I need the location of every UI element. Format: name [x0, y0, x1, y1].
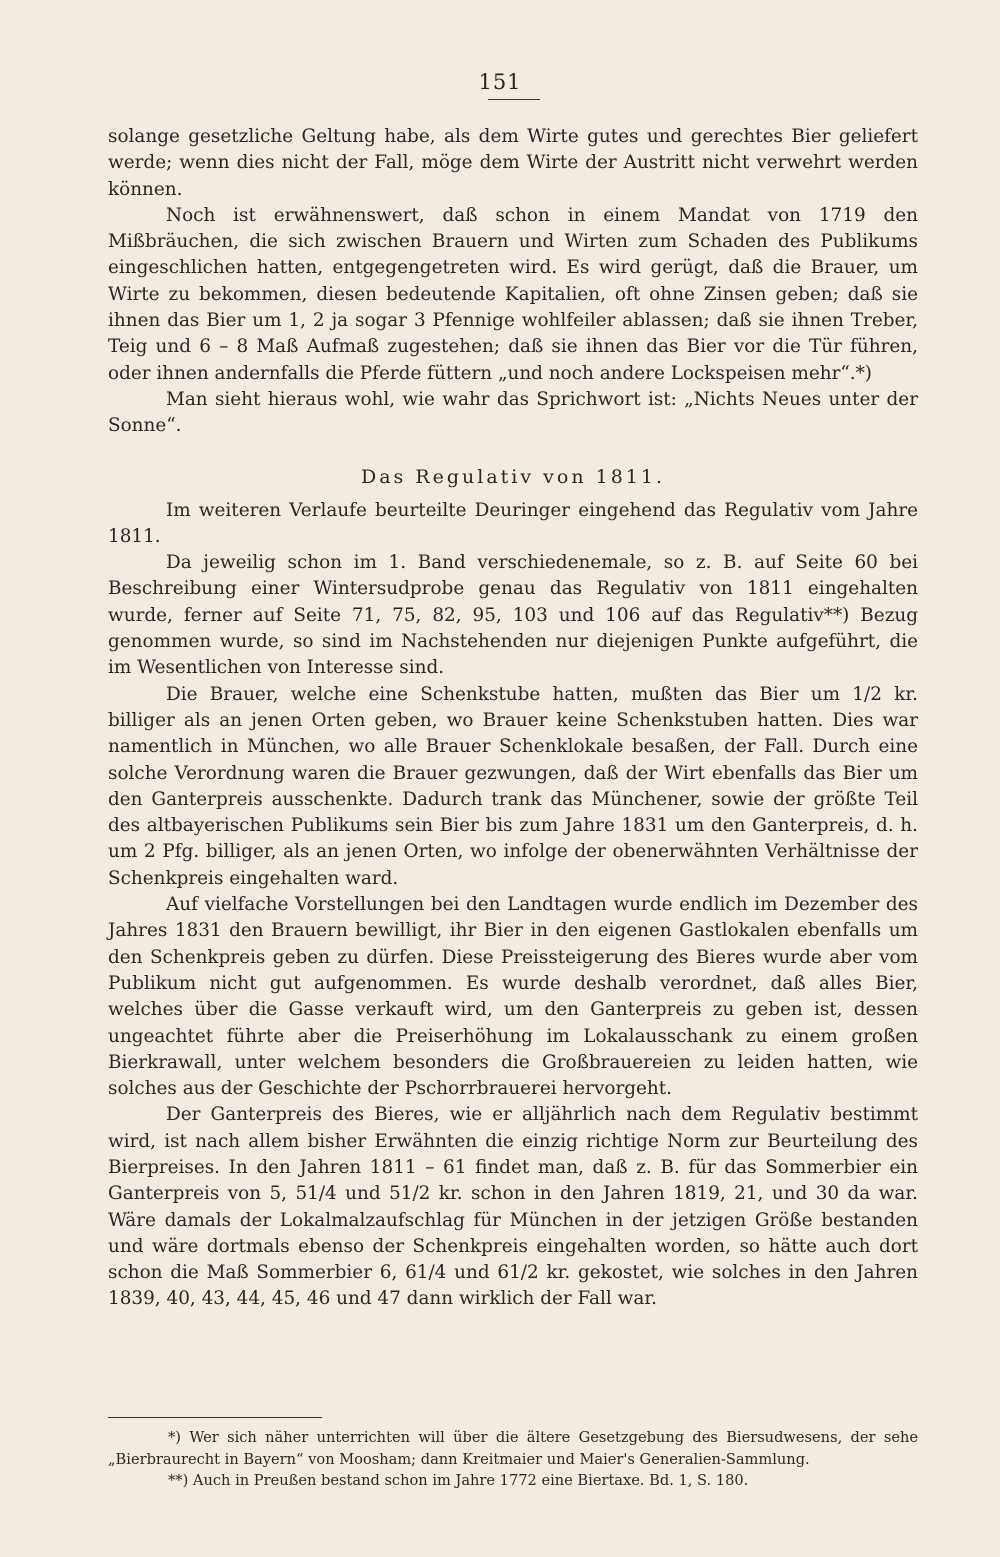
fraction-half: 1/2 [852, 683, 882, 705]
page-number-rule [488, 99, 540, 100]
fraction-quarter-1: 1/4 [307, 1183, 337, 1205]
footnote-rule [108, 1417, 322, 1418]
fraction-quarter-2: 1/4 [416, 1262, 447, 1284]
paragraph-8-text-a: Der Ganterpreis des Bieres, wie er alljährlich nach dem Regulativ bestimmt wird, ist nach allem bisher Erwähnten die einzig richtige Norm zur Beurteilung des Bierpreises. In den Jahren 1811 – 61 findet man, daß z. B. für das Sommerbier ein Ganterpreis von 5, 5 [108, 1104, 918, 1205]
paragraph-6-text-a: Die Brauer, welche eine Schenkstube hatten, mußten das Bier um [166, 683, 853, 705]
paragraph-6-text-b: kr. billiger als an jenen Orten geben, wo Brauer keine Schenkstuben hatten. Dies war namentlich in München, wo alle Brauer Schenklokale besaßen, der Fall. Durch eine solche Verordnung waren die Brauer gezwungen, daß der Wirt ebenfalls das Bier um den Ganterpreis ausschenkte. Dadurch trank das Münchener, sowie der größte Teil des altbayerischen Publikums sein Bier bis zum Jahre 1831 um den Ganterpreis, d. h. um 2 Pfg. billiger, als an jenen Orten, wo infolge der obenerwähnten Verhältnisse der Schenkpreis eingehalten ward. [108, 683, 918, 889]
paragraph-8-text-d: und 6 [446, 1262, 510, 1284]
paragraph-5: Da jeweilig schon im 1. Band verschiedenemale, so z. B. auf Seite 60 bei Beschreibung einer Wintersudprobe genau das Regulativ von 1811 eingehalten wurde, ferner auf Seite 71, 75, 82, 95, 103 und 106 auf das Regulativ**) Bezug genommen wurde, so sind im Nachstehenden nur diejenigen Punkte aufgeführt, die im Wesentlichen von Interesse sind. [108, 552, 918, 679]
page-number: 151 [478, 70, 522, 94]
paragraph-8 [108, 1102, 918, 1312]
paragraph-7: Auf vielfache Vorstellungen bei den Landtagen wurde endlich im Dezember des Jahres 1831 den Brauern bewilligt, ihr Bier in den eigenen Gastlokalen ebenfalls um den Schenkpreis geben zu dürfen. Diese Preissteigerung des Bieres wurde aber vom Publikum nicht gut aufgenommen. Es wurde deshalb verordnet, daß alles Bier, welches über die Gasse verkauft wird, um den Ganterpreis zu geben ist, dessen ungeachtet führte aber die Preiserhöhung im Lokalausschank zu einem großen Bierkrawall, unter welchem besonders die Großbrauereien zu leiden hatten, wie solches aus der Geschichte der Pschorrbrauerei hervorgeht. [108, 894, 918, 1100]
paragraph-3: Man sieht hieraus wohl, wie wahr das Sprichwort ist: „Nichts Neues unter der Sonne“. [108, 388, 918, 437]
section-heading: Das Regulativ von 1811. [360, 465, 666, 488]
paragraph-8-text-b: und 5 [336, 1183, 401, 1205]
paragraph-4: Im weiteren Verlaufe beurteilte Deuringer eingehend das Regulativ vom Jahre 1811. [108, 499, 918, 547]
footnotes [108, 1427, 918, 1492]
footnote-2: **) Auch in Preußen bestand schon im Jahre 1772 eine Biertaxe. Bd. 1, S. 180. [168, 1472, 749, 1489]
paragraph-2: Noch ist erwähnenswert, daß schon in einem Mandat von 1719 den Mißbräuchen, die sich zwischen Brauern und Wirten zum Schaden des Publikums eingeschlichen hatten, entgegengetreten wird. Es wird gerügt, daß die Brauer, um Wirte zu bekommen, diesen bedeutende Kapitalien, oft ohne Zinsen geben; daß sie ihnen das Bier um 1, 2 ja sogar 3 Pfennige wohlfeiler ablassen; daß sie ihnen Treber, Teig und 6 – 8 Maß Aufmaß zugestehen; daß sie ihnen das Bier vor die Tür führen, oder ihnen andernfalls die Pferde füttern „und noch andere Lockspeisen mehr“.*) [108, 204, 918, 384]
fraction-half-2: 1/2 [509, 1262, 539, 1284]
fraction-half-1: 1/2 [400, 1183, 431, 1205]
paragraph-1: solange gesetzliche Geltung habe, als dem Wirte gutes und gerechtes Bier geliefert werde; wenn dies nicht der Fall, möge dem Wirte der Austritt nicht verwehrt werden können. [108, 126, 918, 200]
footnote-1: *) Wer sich näher unterrichten will über die ältere Gesetzgebung des Biersudwesens, der sehe „Bierbraurecht in Bayern“ von Moosham; dann Kreitmaier und Maier's Generalien-Sammlung. [108, 1429, 918, 1468]
paragraph-6 [108, 682, 918, 892]
body-text [108, 124, 918, 1313]
paragraph-8-text-c: kr. schon in den Jahren 1819, 21, und 30 da war. Wäre damals der Lokalmalzaufschlag für München in der jetzigen Größe bestanden und wäre dortmals ebenso der Schenkpreis eingehalten worden, so hätte auch dort schon die Maß Sommerbier 6, 6 [108, 1183, 919, 1284]
paragraph-8-text-e: kr. gekostet, wie solches in den Jahren 1839, 40, 43, 44, 45, 46 und 47 dann wirklich der Fall war. [108, 1262, 918, 1310]
